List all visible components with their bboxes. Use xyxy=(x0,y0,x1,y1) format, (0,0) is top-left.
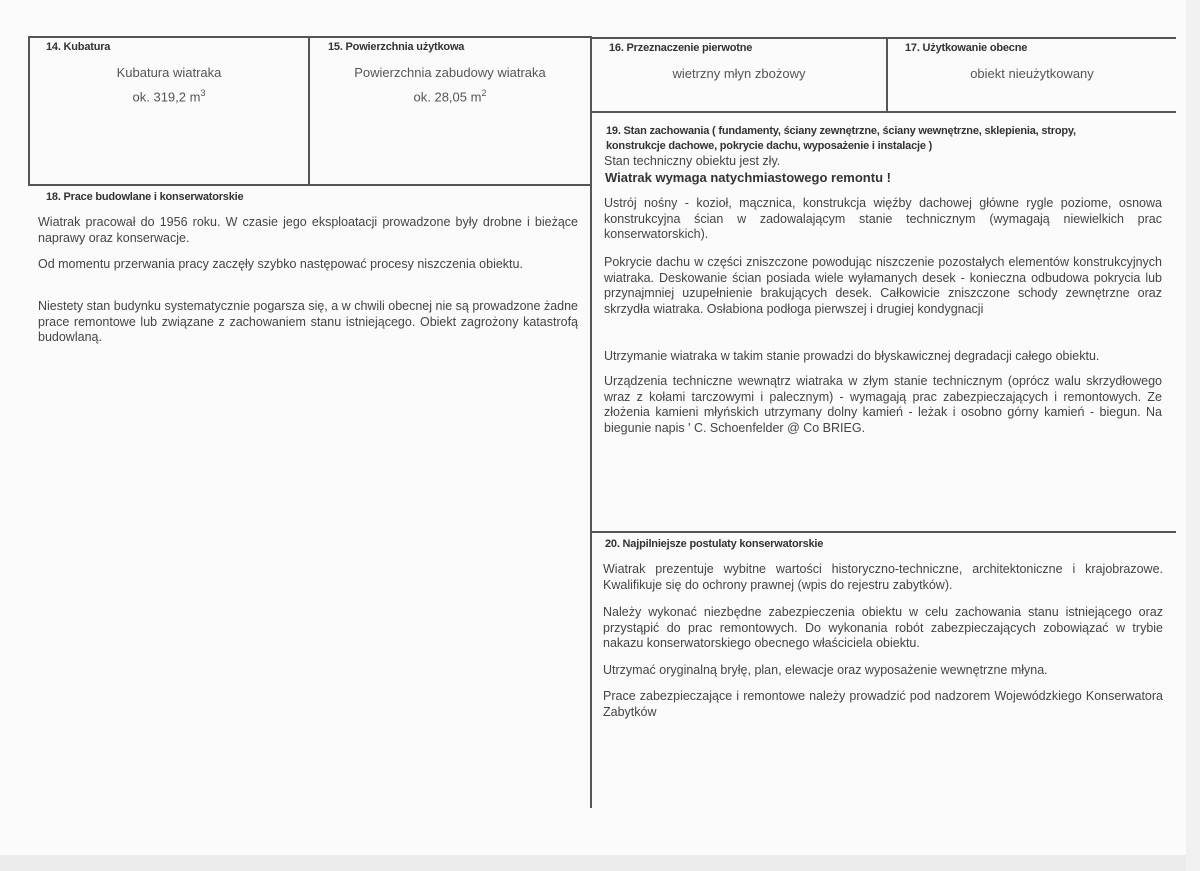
postulaty-label: 20. Najpilniejsze postulaty konserwatorskie xyxy=(605,538,824,550)
kubatura-unit-exp: 3 xyxy=(200,88,206,98)
rule-under-kubatura xyxy=(28,184,592,186)
postulaty-paragraph-4: Prace zabezpieczające i remontowe należy prowadzić pod nadzorem Wojewódzkiego Konserwatora Zabytków xyxy=(603,689,1163,719)
stan-paragraph-2: Pokrycie dachu w części zniszczone powodując niszczenie pozostałych elementów konstrukcyjnych wiatraka. Deskowanie ścian posiada wiele wyłamanych desek - konieczna odbudowa pokrycia lub przynajmniej uzupełnienie brakujących desek. Całkowicie zniszczone schody zewnętrzne oraz skrzydła wiatraka. Osłabiona podłoga pierwszej i drugiej kondygnacji xyxy=(604,255,1162,316)
powierzchnia-value xyxy=(310,62,590,107)
prace-label: 18. Prace budowlane i konserwatorskie xyxy=(46,191,244,203)
rule-under-przeznaczenie xyxy=(592,111,1176,113)
stan-paragraph-4: Urządzenia techniczne wewnątrz wiatraka w złym stanie technicznym (oprócz walu skrzydłowego wraz z kołami tarczowymi i palecznym) - wymagają prac zabezpieczających i remontowych. Ze złożenia kamieni młyńskich utrzymany dolny kamień - leżak i osobno górny kamień - biegun. Na biegunie napis ' C. Schoenfelder @ Co BRIEG. xyxy=(604,374,1162,435)
przeznaczenie-label: 16. Przeznaczenie pierwotne xyxy=(609,42,753,54)
powierzchnia-desc: Powierzchnia zabudowy wiatraka xyxy=(354,65,546,80)
kubatura-desc: Kubatura wiatraka xyxy=(116,65,222,80)
stan-status: Stan techniczny obiektu jest zły. xyxy=(604,154,781,168)
postulaty-paragraph-1: Wiatrak prezentuje wybitne wartości historyczno-techniczne, architektoniczne i krajobrazowe. Kwalifikuje się do ochrony prawnej (wpis do rejestru zabytków). xyxy=(603,562,1163,592)
center-divider xyxy=(590,36,592,808)
kubatura-value xyxy=(30,62,308,107)
przeznaczenie-value: wietrzny młyn zbożowy xyxy=(672,66,806,81)
top-rule-left xyxy=(28,36,592,38)
prace-paragraph-3: Niestety stan budynku systematycznie pogarsza się, a w chwili obecnej nie są prowadzone żadne prace remontowe lub związane z zachowaniem stanu istniejącego. Obiekt zagrożony katastrofą budowlaną. xyxy=(38,299,578,344)
stan-label-line-2: konstrukcje dachowe, pokrycie dachu, wyposażenie i instalacje ) xyxy=(606,140,933,152)
top-rule-right xyxy=(592,37,1176,39)
kubatura-amount xyxy=(30,83,308,107)
powierzchnia-unit-exp: 2 xyxy=(481,88,487,98)
divider-14-15 xyxy=(308,36,310,186)
card-right-edge xyxy=(1186,0,1200,871)
uzytkowanie-value: obiekt nieużytkowany xyxy=(970,66,1094,81)
powierzchnia-label: 15. Powierzchnia użytkowa xyxy=(328,41,465,53)
stan-label-line-1: 19. Stan zachowania ( fundamenty, ściany zewnętrzne, ściany wewnętrzne, sklepienia, stropy, xyxy=(606,125,1076,137)
postulaty-paragraph-3: Utrzymać oryginalną bryłę, plan, elewacje oraz wyposażenie wewnętrzne młyna. xyxy=(603,663,1048,677)
stan-urgent-note: Wiatrak wymaga natychmiastowego remontu ! xyxy=(605,170,891,185)
kubatura-label: 14. Kubatura xyxy=(46,41,111,53)
prace-paragraph-2: Od momentu przerwania pracy zaczęły szybko następować procesy niszczenia obiektu. xyxy=(38,257,523,271)
stan-paragraph-3: Utrzymanie wiatraka w takim stanie prowadzi do błyskawicznej degradacji całego obiektu. xyxy=(604,349,1100,363)
postulaty-paragraph-2: Należy wykonać niezbędne zabezpieczenia obiektu w celu zachowania stanu istniejącego oraz przystąpić do prac remontowych. Do wykonania robót zabezpieczających zobowiązać w trybie nakazu konserwatorskiego obecnego właściciela obiektu. xyxy=(603,605,1163,650)
card-bottom-edge xyxy=(0,855,1200,871)
kubatura-number: ok. 319,2 m xyxy=(132,89,201,105)
stan-paragraph-1: Ustrój nośny - kozioł, mącznica, konstrukcja więźby dachowej główne rygle poziome, osnowa konstrukcyjna ścian w zadowalającym stanie technicznym (wymagają niewielkich prac konserwatorskich). xyxy=(604,196,1162,241)
left-border xyxy=(28,36,30,186)
powierzchnia-number: ok. 28,05 m xyxy=(413,89,482,105)
uzytkowanie-label: 17. Użytkowanie obecne xyxy=(905,42,1028,54)
prace-paragraph-1: Wiatrak pracował do 1956 roku. W czasie jego eksploatacji prowadzone były drobne i bieżące naprawy oraz konserwacje. xyxy=(38,215,578,245)
powierzchnia-amount xyxy=(310,83,590,107)
rule-above-postulaty xyxy=(590,531,1176,533)
